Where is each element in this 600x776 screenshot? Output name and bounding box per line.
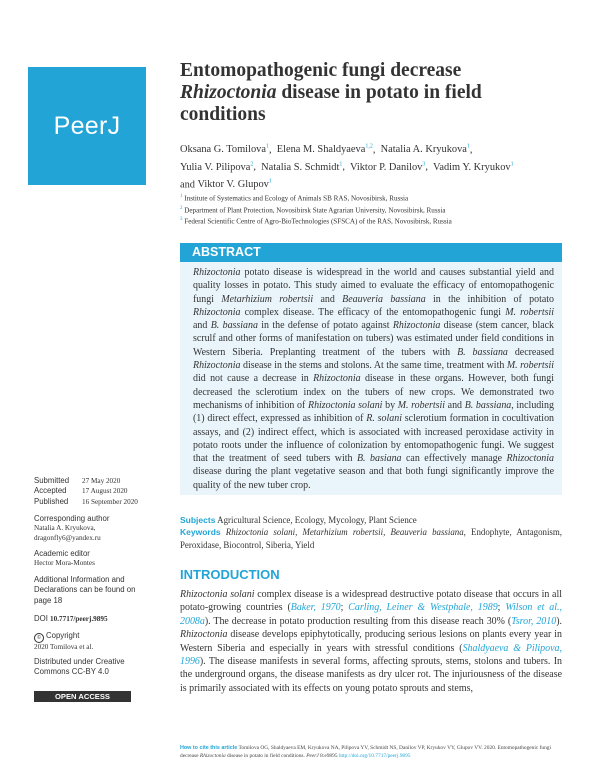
author[interactable]: Vadim Y. Kryukov$^1$ — [432, 161, 514, 173]
author[interactable]: Oksana G. Tomilova$^1$ — [180, 144, 269, 156]
copyright-block: © Copyright 2020 Tomilova et al. — [34, 631, 94, 651]
corresponding-author: Corresponding author Natalia A. Kryukova, dragonfly6@yandex.ru — [34, 514, 164, 543]
reference-link[interactable]: Tsror, 2010 — [511, 615, 557, 627]
reference-link[interactable]: Carling, Leiner & Westphale, 1989 — [348, 602, 498, 614]
doi-block[interactable]: DOI 10.7717/peerj.9895 — [34, 614, 108, 623]
reference-link[interactable]: Wilson et al., 2008a — [180, 602, 562, 627]
reference-link[interactable]: Baker, 1970 — [290, 602, 341, 614]
open-access-badge: OPEN ACCESS — [34, 691, 131, 702]
section-heading: INTRODUCTION — [180, 567, 280, 582]
affiliation: $^1$ Institute of Systematics and Ecology of Animals SB RAS, Novosibirsk, Russia — [180, 194, 409, 203]
author[interactable]: Natalia A. Kryukova$^1$ — [380, 144, 470, 156]
academic-editor: Academic editor Hector Mora-Montes — [34, 549, 95, 568]
article-title: Entomopathogenic fungi decrease Rhizoctonia disease in potato in field conditions — [180, 60, 482, 125]
author[interactable]: Viktor V. Glupov$^1$ — [197, 178, 272, 191]
abstract-text: Rhizoctonia potato disease is widespread in the world and causes substantial yield and quality losses in potato. This study aimed to evaluate the efficacy of entomopathogenic fungi Metarhizium robertsii and Beauveria bassiana in the inhibition of potato Rhizoctonia complex disease. The efficacy of the entomopathogenic fungi M. robertsii and B. bassiana in the defense of potato against Rhizoctonia disease (stem cancer, black scrulf and other forms of manifestation on tubers) was estimated under field conditions in Western Siberia. Preplanting treatment of the tubers with B. bassiana decreased Rhizoctonia disease in the stems and stolons. At the same time, treatment with M. robertsii did not cause a decrease in Rhizoctonia disease in these organs. However, both fungi decreased the sclerotium index on the tubers of new crops. We demonstrated two mechanisms of inhibition of Rhizoctonia solani by M. robertsii and B. bassiana, including (1) direct effect, expressed as inhibition of R. solani sclerotium formation in cocultivation assays, and (2) indirect effect, which is associated with increased peroxidase activity in potato roots under the influence of colonization by entomopathogenic fungi. We suggest that the treatment of seed tubers with B. basiana can effectively manage Rhizoctonia disease during the plant vegetative season and that both fungi significantly improve the quality of the new tuber crop. — [180, 262, 562, 495]
dates-block: Submitted 27 May 2020 Accepted 17 August 2020 Published 16 September 2020 — [34, 476, 138, 506]
author[interactable]: Natalia S. Schmidt$^1$ — [261, 161, 343, 173]
affiliation: $^2$ Department of Plant Protection, Novosibirsk State Agrarian University, Novosibirsk, Russia — [180, 205, 446, 215]
citation-footer: How to cite this article Tomilova OG, Shaldyaeva EM, Kryukova NA, Pilipova YV, Schmidt NS, Danilov VP, Kryukov VY, Glupov VV. 2020. Entomopathogenic fungi decrease Rhizoctonia disease in potato in field conditions. PeerJ 8:e9895 http://doi.org/10.7717/peerj.9895 — [180, 745, 551, 759]
additional-info[interactable]: Additional Information and Declarations can be found on page 18 — [34, 575, 136, 605]
copyright-icon: © — [34, 633, 44, 643]
author[interactable]: Elena M. Shaldyaeva$^{1,2}$ — [276, 144, 373, 156]
reference-link[interactable]: Shaldyaeva & Pilipova, 1996 — [180, 642, 562, 668]
peerj-logo: PeerJ — [28, 67, 146, 185]
author-list: Oksana G. Tomilova$^1$, Elena M. Shaldyaeva$^{1,2}$, Natalia A. Kryukova$^1$, Yulia V. Pilipova$^2$, Natalia S. Schmidt$^1$, Viktor P. Danilov$^3$, Vadim Y. Kryukov$^1$ and Viktor V. Glupov$^1$ — [180, 144, 514, 191]
email-link[interactable]: dragonfly6@yandex.ru — [34, 533, 101, 542]
author[interactable]: Viktor P. Danilov$^3$ — [349, 161, 426, 173]
introduction-text: Rhizoctonia solani complex disease is a widespread destructive potato disease that occurs in all potato-growing countries (Baker, 1970; Carling, Leiner & Westphale, 1989; Wilson et al., 2008a). The decrease in potato production resulting from this disease reach 30% (Tsror, 2010). Rhizoctonia disease develops epiphytotically, producing serious lesions on plants every year in Western Siberia and especially in years with stressful conditions (Shaldyaeva & Pilipova, 1996). The disease manifests in several forms, affecting sprouts, stems, stolons and tubers. In the underground organs, the disease manifests as dry ulcer rot. The injuriousness of the disease is primarily associated with its effects on young potato sprouts and stems, — [180, 589, 562, 694]
subjects-keywords: Subjects Agricultural Science, Ecology, Mycology, Plant Science Keywords Rhizoctonia solani, Metarhizium robertsii, Beauveria bassiana, Endophyte, Antagonism, Peroxidase, Biocontrol, Siberia, Yield — [180, 515, 562, 550]
affiliation: $^3$ Federal Scientific Centre of Agro-BioTechnologies (SFSCA) of the RAS, Novosibirsk, Russia — [180, 217, 452, 226]
doi-link[interactable]: http://doi.org/10.7717/peerj.9895 — [338, 752, 411, 759]
author[interactable]: Yulia V. Pilipova$^2$ — [180, 161, 254, 173]
abstract-heading: ABSTRACT — [180, 243, 562, 262]
license-block[interactable]: Distributed under Creative Commons CC-BY 4.0 — [34, 657, 125, 677]
affiliations — [180, 192, 570, 227]
